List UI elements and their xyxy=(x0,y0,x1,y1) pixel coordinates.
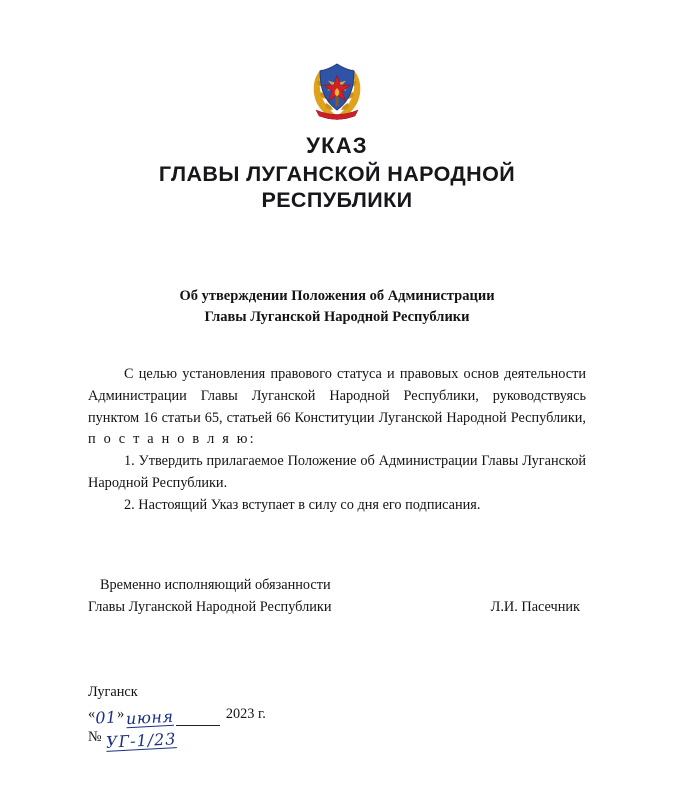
body-paragraph-2: 1. Утвердить прилагаемое Положение об Администрации Главы Луганской Народной Республики. xyxy=(88,453,586,491)
body-paragraph-1-spaced: п о с т а н о в л я ю: xyxy=(88,431,256,448)
document-body xyxy=(88,364,586,516)
subject-line-1: Об утверждении Положения об Администрации xyxy=(179,288,495,305)
signatory-position-line-2: Главы Луганской Народной Республики xyxy=(88,599,332,616)
body-paragraph-3: 2. Настоящий Указ вступает в силу со дня его подписания. xyxy=(124,496,481,513)
document-footer xyxy=(88,681,586,752)
document-subject xyxy=(88,286,586,328)
date-line xyxy=(88,706,586,726)
number-label: № xyxy=(88,728,102,745)
coat-of-arms-lnr-icon xyxy=(306,60,368,122)
number-handwritten: УГ-1/23 xyxy=(105,728,177,752)
date-year: 2023 г. xyxy=(225,705,266,722)
signatory-position-line-1: Временно исполняющий обязанности xyxy=(100,577,331,594)
title-line-1: УКАЗ xyxy=(306,133,368,158)
subject-line-2: Главы Луганской Народной Республики xyxy=(204,309,470,326)
body-paragraph-1-text: С целью установления правового статуса и правовых основ деятельности Администрации Главы Луганской Народной Республики, руководствуясь пунктом 16 статьи 65, статьей 66 Конституции Луганской Народной Республики, xyxy=(88,366,586,426)
date-day-handwritten: 01 xyxy=(94,706,118,728)
signature-block xyxy=(88,574,586,618)
date-month-handwritten: июня xyxy=(125,706,175,728)
number-line xyxy=(88,728,586,752)
signatory-name: Л.И. Пасечник xyxy=(490,599,580,616)
date-quote-close: » xyxy=(117,705,125,722)
title-line-2: ГЛАВЫ ЛУГАНСКОЙ НАРОДНОЙ РЕСПУБЛИКИ xyxy=(158,161,516,213)
date-quote-open: « xyxy=(88,705,96,722)
city-label: Луганск xyxy=(88,683,138,700)
body-paragraph-1 xyxy=(88,364,586,451)
date-underline xyxy=(176,711,220,726)
document-title xyxy=(88,132,586,214)
emblem-container xyxy=(88,0,586,122)
